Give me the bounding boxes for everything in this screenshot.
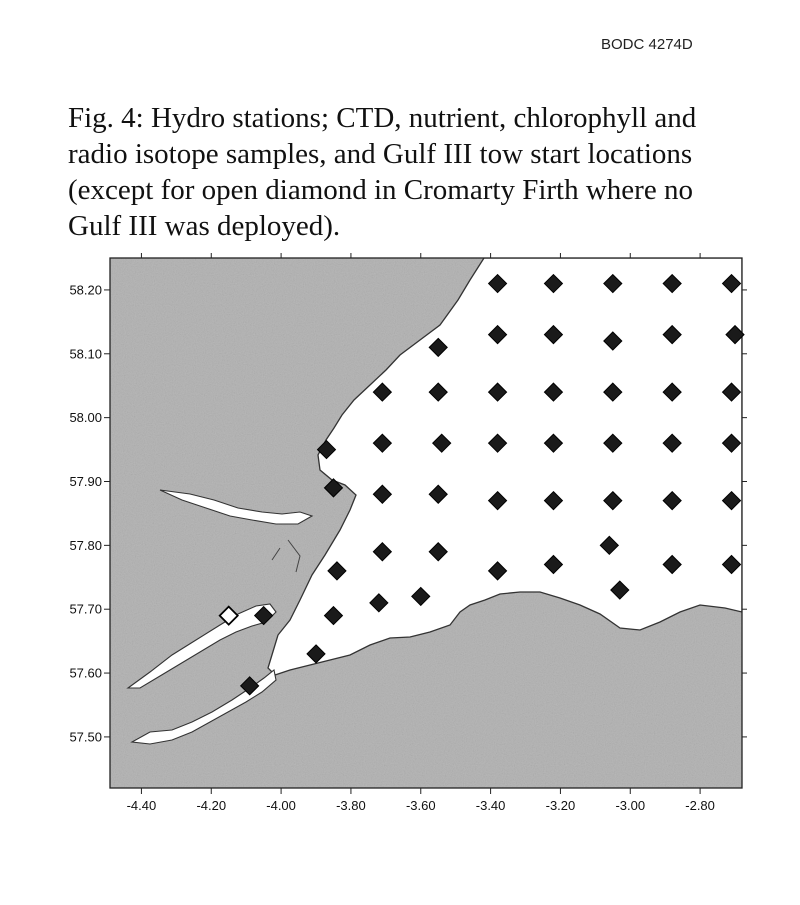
- x-tick-label: -3.60: [405, 798, 436, 813]
- x-tick-label: -4.00: [266, 798, 296, 813]
- caption-line: Gulf III was deployed).: [68, 210, 341, 242]
- x-tick-label: -3.80: [336, 798, 366, 813]
- x-tick-label: -3.20: [545, 798, 576, 813]
- caption-line: Fig. 4: Hydro stations; CTD, nutrient, chlorophyll and: [68, 102, 697, 134]
- y-tick-label: 57.60: [69, 665, 102, 681]
- caption-line: radio isotope samples, and Gulf III tow start locations: [68, 138, 693, 170]
- x-tick-label: -2.80: [685, 798, 715, 813]
- x-tick-label: -4.20: [196, 798, 227, 813]
- y-tick-label: 57.80: [69, 537, 102, 553]
- y-tick-label: 57.50: [69, 729, 102, 745]
- y-tick-label: 58.00: [69, 410, 102, 426]
- y-tick-label: 57.70: [69, 601, 102, 617]
- caption-line: (except for open diamond in Cromarty Firth where no: [68, 174, 693, 206]
- x-tick-label: -3.00: [615, 798, 646, 813]
- y-tick-label: 57.90: [69, 473, 102, 489]
- x-tick-label: -3.40: [475, 798, 506, 813]
- y-tick-label: 58.10: [69, 346, 102, 362]
- x-tick-label: -4.40: [126, 798, 157, 813]
- document-id: BODC 4274D: [601, 36, 693, 53]
- y-tick-label: 58.20: [69, 282, 102, 298]
